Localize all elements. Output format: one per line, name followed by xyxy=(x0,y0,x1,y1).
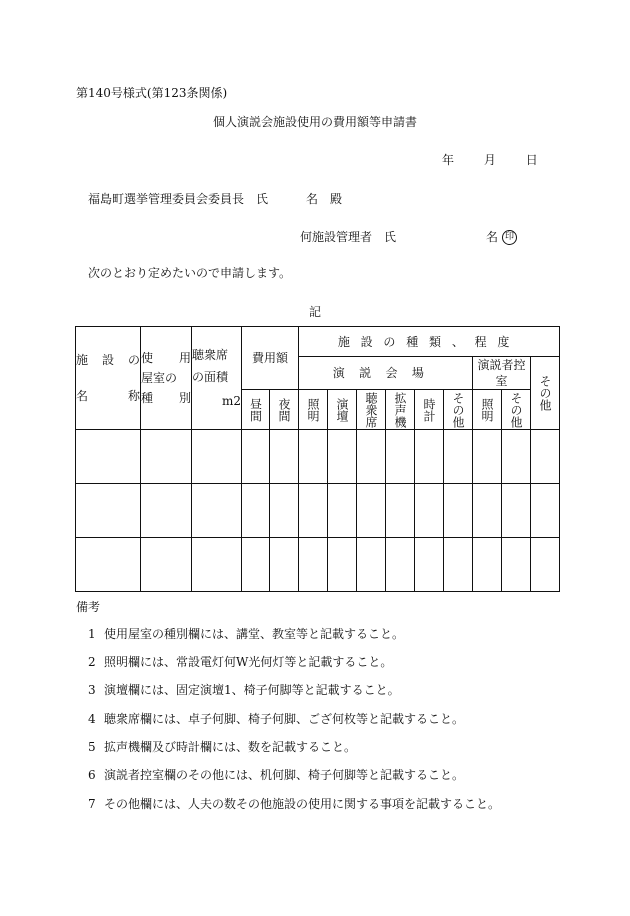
header-seat-area xyxy=(192,327,242,430)
addressee-line xyxy=(88,190,342,207)
applicant-name-char: 名 xyxy=(486,230,499,244)
note-text: その他欄には、人夫の数その他施設の使用に関する事項を記載すること。 xyxy=(104,797,501,811)
table-cell[interactable] xyxy=(270,538,299,592)
table-cell[interactable] xyxy=(328,430,357,484)
header-venue-podium xyxy=(328,390,357,430)
table-cell[interactable] xyxy=(192,430,242,484)
note-item xyxy=(88,738,356,755)
table-cell[interactable] xyxy=(270,430,299,484)
table-cell[interactable] xyxy=(328,538,357,592)
table-cell[interactable] xyxy=(242,430,270,484)
table-cell[interactable] xyxy=(242,484,270,538)
header-fee-night xyxy=(270,390,299,430)
hdr-text: 用 xyxy=(178,351,191,365)
table-cell[interactable] xyxy=(386,430,415,484)
table-cell[interactable] xyxy=(192,538,242,592)
header-room-lighting xyxy=(473,390,502,430)
table-cell[interactable] xyxy=(473,484,502,538)
note-number: 6 xyxy=(88,768,96,782)
table-cell[interactable] xyxy=(502,538,531,592)
note-number: 1 xyxy=(88,627,96,641)
table-cell[interactable] xyxy=(328,484,357,538)
statement: 次のとおり定めたいので申請します。 xyxy=(88,266,292,280)
table-row xyxy=(76,484,560,538)
applicant-label: 何施設管理者 氏 xyxy=(300,230,397,244)
table-cell[interactable] xyxy=(242,538,270,592)
note-text: 使用屋室の種別欄には、講堂、教室等と記載すること。 xyxy=(104,627,405,641)
header-venue-lighting xyxy=(299,390,328,430)
note-text: 聴衆席欄には、卓子何脚、椅子何脚、ござ何枚等と記載すること。 xyxy=(104,712,465,726)
hdr-text: 聴衆席 xyxy=(192,348,229,362)
hdr-text: 聴衆席 xyxy=(364,391,379,428)
date-line xyxy=(442,151,538,168)
note-text: 演説者控室欄のその他には、机何脚、椅子何脚等と記載すること。 xyxy=(104,768,465,782)
table-cell[interactable] xyxy=(386,484,415,538)
note-number: 4 xyxy=(88,712,96,726)
hdr-text: 名 xyxy=(76,389,89,403)
table-cell[interactable] xyxy=(76,430,141,484)
header-venue-other xyxy=(444,390,473,430)
table-cell[interactable] xyxy=(141,538,192,592)
table-cell[interactable] xyxy=(444,430,473,484)
hdr-text: 時計 xyxy=(422,397,437,422)
header-venue-loudspeaker xyxy=(386,390,415,430)
hdr-text: 別 xyxy=(178,391,191,405)
date-month: 月 xyxy=(483,153,496,167)
table-cell[interactable] xyxy=(415,430,444,484)
note-item xyxy=(88,710,464,727)
note-item xyxy=(88,766,464,783)
table-cell[interactable] xyxy=(270,484,299,538)
header-room-type xyxy=(141,327,192,430)
table-cell[interactable] xyxy=(76,484,141,538)
table-cell[interactable] xyxy=(357,538,386,592)
ki-heading: 記 xyxy=(308,305,321,319)
table-cell[interactable] xyxy=(531,484,560,538)
date-day: 日 xyxy=(525,153,538,167)
header-fee-day xyxy=(242,390,270,430)
table-cell[interactable] xyxy=(357,430,386,484)
header-speaker-room: 演説者控室 xyxy=(473,357,531,390)
addressee-name: 福島町選挙管理委員会委員長 氏 xyxy=(88,192,269,206)
header-venue-clock xyxy=(415,390,444,430)
hdr-text: の xyxy=(127,353,140,367)
table-row xyxy=(76,430,560,484)
header-room-other xyxy=(502,390,531,430)
table-cell[interactable] xyxy=(415,538,444,592)
table-cell[interactable] xyxy=(531,430,560,484)
header-facility-kind: 施設の種類、程度 xyxy=(299,327,560,357)
applicant-line xyxy=(300,228,517,245)
header-fee xyxy=(242,327,299,390)
seal-mark: 印 xyxy=(502,230,517,245)
hdr-text: 拡声機 xyxy=(393,391,408,428)
table-cell[interactable] xyxy=(192,484,242,538)
note-number: 2 xyxy=(88,655,96,669)
form-number: 第140号様式(第123条関係) xyxy=(76,86,228,100)
hdr-text: 費用額 xyxy=(252,351,289,365)
hdr-text: 照明 xyxy=(480,397,495,422)
table-cell[interactable] xyxy=(141,430,192,484)
hdr-text: 称 xyxy=(127,389,140,403)
hdr-text: 種 xyxy=(141,391,154,405)
note-number: 7 xyxy=(88,797,96,811)
date-year: 年 xyxy=(442,153,455,167)
table-cell[interactable] xyxy=(531,538,560,592)
note-text: 照明欄には、常設電灯何W光何灯等と記載すること。 xyxy=(104,655,393,669)
document-title: 個人演説会施設使用の費用額等申請書 xyxy=(212,115,417,129)
header-speech-venue: 演説会場 xyxy=(299,357,473,390)
table-row xyxy=(76,538,560,592)
hdr-text: の面積 xyxy=(192,370,229,384)
hdr-text: 照明 xyxy=(306,397,321,422)
note-number: 3 xyxy=(88,683,96,697)
note-item xyxy=(88,681,400,698)
hdr-text: 昼間 xyxy=(248,397,263,422)
hdr-text: 夜間 xyxy=(277,397,291,422)
table-cell[interactable] xyxy=(386,538,415,592)
table-cell[interactable] xyxy=(502,484,531,538)
table-cell[interactable] xyxy=(502,430,531,484)
note-number: 5 xyxy=(88,740,96,754)
note-text: 演壇欄には、固定演壇1、椅子何脚等と記載すること。 xyxy=(104,683,400,697)
note-item xyxy=(88,795,500,812)
note-item xyxy=(88,653,392,670)
table-cell[interactable] xyxy=(415,484,444,538)
hdr-text: 演壇 xyxy=(335,397,350,422)
addressee-suffix: 名 殿 xyxy=(306,192,343,206)
table-cell[interactable] xyxy=(473,538,502,592)
header-venue-seats xyxy=(357,390,386,430)
hdr-text: 屋室の xyxy=(141,371,178,385)
table-cell[interactable] xyxy=(299,484,328,538)
hdr-text: その他 xyxy=(509,391,524,428)
table-cell[interactable] xyxy=(299,430,328,484)
table-cell[interactable] xyxy=(141,484,192,538)
table-cell[interactable] xyxy=(299,538,328,592)
notes-title: 備考 xyxy=(76,600,101,614)
table-cell[interactable] xyxy=(444,538,473,592)
hdr-text: その他 xyxy=(538,375,553,411)
note-text: 拡声機欄及び時計欄には、数を記載すること。 xyxy=(104,740,357,754)
hdr-text: 施 xyxy=(76,353,89,367)
table-cell[interactable] xyxy=(473,430,502,484)
hdr-text: その他 xyxy=(451,391,466,428)
application-table xyxy=(75,326,560,592)
header-other xyxy=(531,357,560,430)
table-cell[interactable] xyxy=(444,484,473,538)
hdr-unit: m2 xyxy=(221,394,241,408)
hdr-text: 使 xyxy=(141,351,154,365)
note-item xyxy=(88,625,404,642)
table-cell[interactable] xyxy=(76,538,141,592)
table-cell[interactable] xyxy=(357,484,386,538)
header-facility-name xyxy=(76,327,141,430)
hdr-text: 設 xyxy=(101,353,114,367)
